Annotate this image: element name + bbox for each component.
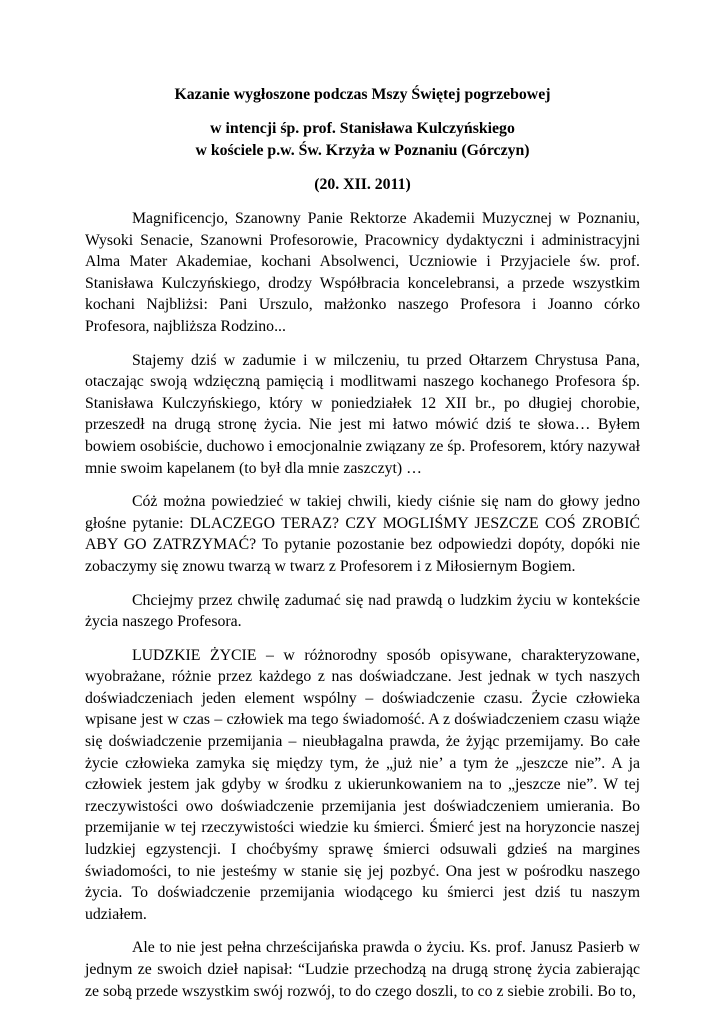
paragraph-human-life: LUDZKIE ŻYCIE – w różnorodny sposób opisywane, charakteryzowane, wyobrażane, różnie przez każdego z nas doświadczane. Jest jednak w tych naszych doświadczeniach jeden element wspólny – doświadczenie czasu. Życie człowieka wpisane jest w czas – człowiek ma tego świadomość. A z doświadczeniem czasu wiąże się doświadczenie przemijania – nieubłagalna prawda, że żyjąc przemijamy. Bo całe życie człowieka zamyka się między tym, że „już nie’ a tym że „jeszcze nie”. A ja człowiek jestem jak gdyby w środku z ukierunkowaniem na to „jeszcze nie”. W tej rzeczywistości owo doświadczenie przemijania jest doświadczeniem umierania. Bo przemijanie w tej rzeczywistości wiedzie ku śmierci. Śmierć jest na horyzoncie naszej ludzkiej egzystencji. I choćbyśmy sprawę śmierci odsuwali gdzieś na margines świadomości, to nie jesteśmy w stanie się jej pozbyć. Ona jest w pośrodku naszego życia. To doświadczenie przemijania wiodącego ku śmierci jest dziś tu naszym udziałem. xyxy=(85,646,640,923)
sermon-intention-line: w intencji śp. prof. Stanisława Kulczyńskiego xyxy=(210,120,515,137)
sermon-title: Kazanie wygłoszone podczas Mszy Świętej pogrzebowej xyxy=(174,86,551,103)
sermon-church-line: w kościele p.w. Św. Krzyża w Poznaniu (Górczyn) xyxy=(195,142,530,159)
sermon-date: (20. XII. 2011) xyxy=(314,176,411,193)
paragraph-christian-truth: Ale to nie jest pełna chrześcijańska prawda o życiu. Ks. prof. Janusz Pasierb w jednym ze swoich dzieł napisał: “Ludzie przechodzą na drugą stronę życia zabierając ze sobą przede wszystkim swój rozwój, to do czego doszli, to co z siebie zrobili. Bo to, xyxy=(85,939,640,1000)
paragraph-intro: Stajemy dziś w zadumie i w milczeniu, tu przed Ołtarzem Chrystusa Pana, otaczając swoją wdzięczną pamięcią i modlitwami naszego kochanego Profesora śp. Stanisława Kulczyńskiego, który w poniedziałek 12 XII br., po długiej chorobie, przeszedł na drugą stronę życia. Nie jest mi łatwo mówić dziś te słowa… Byłem bowiem osobiście, duchowo i emocjonalnie związany ze śp. Profesorem, który nazywał mnie swoim kapelanem (to był dla mnie zaszczyt) … xyxy=(85,351,640,477)
paragraph-greeting: Magnificencjo, Szanowny Panie Rektorze Akademii Muzycznej w Poznaniu, Wysoki Senacie, Szanowni Profesorowie, Pracownicy dydaktyczni i administracyjni Alma Mater Akademiae, kochani Absolwenci, Uczniowie i Przyjaciele św. prof. Stanisława Kulczyńskiego, drodzy Współbracia koncelebransi, a przede wszystkim kochani Najbliżsi: Pani Urszulo, małżonko naszego Profesora i Joanno córko Profesora, najbliższa Rodzino... xyxy=(85,210,640,335)
paragraph-reflection: Chciejmy przez chwilę zadumać się nad prawdą o ludzkim życiu w kontekście życia naszego Profesora. xyxy=(85,591,640,631)
paragraph-question: Cóż można powiedzieć w takiej chwili, kiedy ciśnie się nam do głowy jedno głośne pytanie: DLACZEGO TERAZ? CZY MOGLIŚMY JESZCZE COŚ ZROBIĆ ABY GO ZATRZYMAĆ? To pytanie pozostanie bez odpowiedzi dopóty, dopóki nie zobaczymy się znowu twarzą w twarz z Profesorem i z Miłosiernym Bogiem. xyxy=(85,493,640,575)
